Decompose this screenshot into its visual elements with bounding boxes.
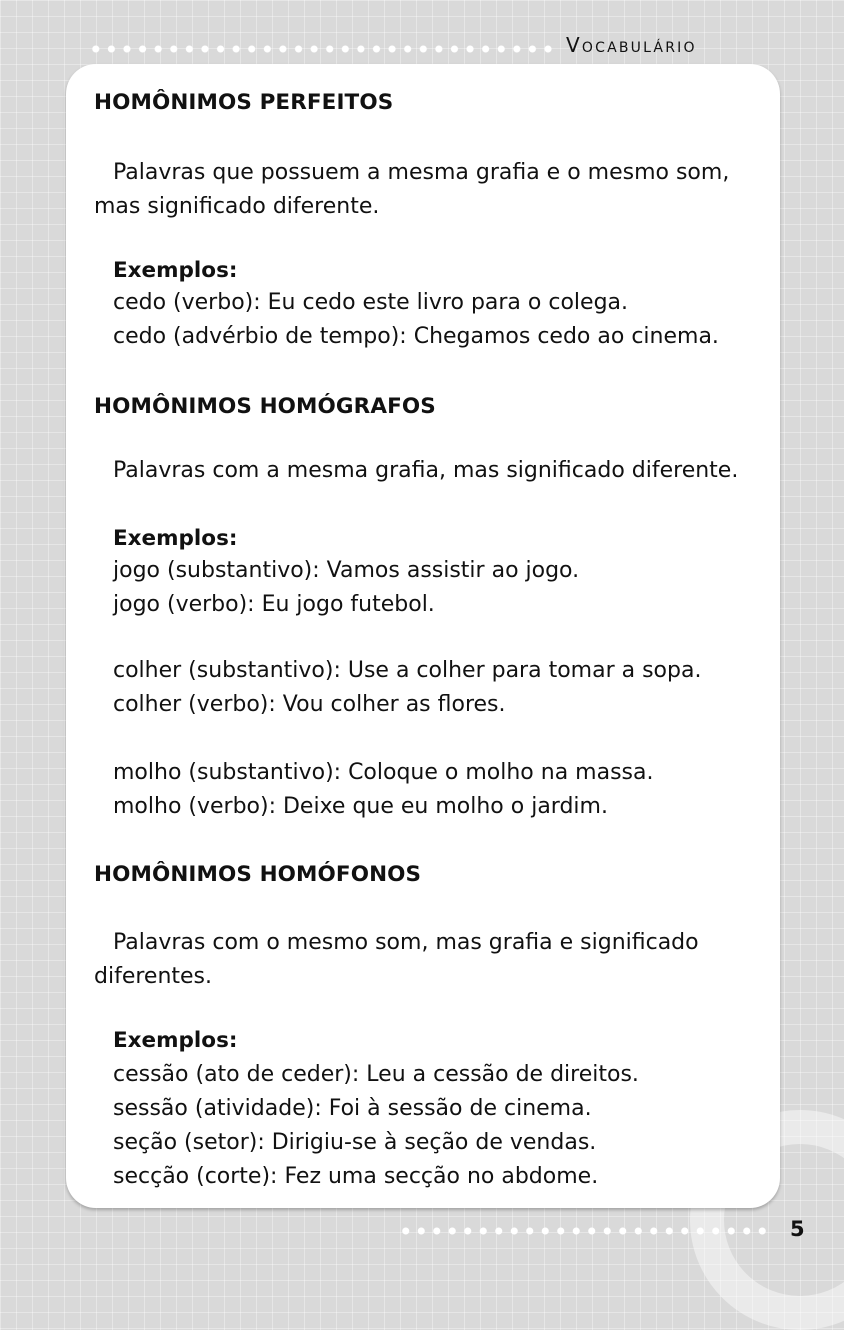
example-line: colher (substantivo): Use a colher para tomar a sopa. — [113, 658, 702, 683]
example-line: cedo (verbo): Eu cedo este livro para o colega. — [113, 290, 629, 315]
example-line: molho (verbo): Deixe que eu molho o jardim. — [113, 794, 608, 819]
definition-homografos-line1: Palavras com a mesma grafia, mas significado diferente. — [113, 458, 739, 483]
definition-perfeitos-line1: Palavras que possuem a mesma grafia e o mesmo som, — [113, 160, 730, 185]
running-header: Vocabulário — [566, 33, 697, 57]
page-number: 5 — [790, 1217, 805, 1241]
example-line: jogo (verbo): Eu jogo futebol. — [113, 592, 435, 617]
header-dot-row — [88, 44, 556, 54]
example-line: colher (verbo): Vou colher as flores. — [113, 692, 506, 717]
examples-label: Exemplos: — [113, 526, 238, 551]
section-title-perfeitos: HOMÔNIMOS PERFEITOS — [94, 90, 394, 115]
definition-perfeitos-line2: mas significado diferente. — [94, 194, 380, 219]
examples-label: Exemplos: — [113, 258, 238, 283]
example-line: molho (substantivo): Coloque o molho na massa. — [113, 760, 654, 785]
section-title-homofonos: HOMÔNIMOS HOMÓFONOS — [94, 862, 422, 887]
section-title-homografos: HOMÔNIMOS HOMÓGRAFOS — [94, 394, 436, 419]
example-line: sessão (atividade): Foi à sessão de cinema. — [113, 1096, 592, 1121]
example-line: cessão (ato de ceder): Leu a cessão de direitos. — [113, 1062, 639, 1087]
examples-label: Exemplos: — [113, 1028, 238, 1053]
example-line: jogo (substantivo): Vamos assistir ao jogo. — [113, 558, 580, 583]
example-line: secção (corte): Fez uma secção no abdome. — [113, 1164, 599, 1189]
content-card — [66, 64, 780, 1208]
footer-dot-row — [398, 1226, 770, 1236]
example-line: cedo (advérbio de tempo): Chegamos cedo ao cinema. — [113, 324, 719, 349]
definition-homofonos-line2: diferentes. — [94, 964, 213, 989]
definition-homofonos-line1: Palavras com o mesmo som, mas grafia e significado — [113, 930, 699, 955]
example-line: seção (setor): Dirigiu-se à seção de vendas. — [113, 1130, 597, 1155]
